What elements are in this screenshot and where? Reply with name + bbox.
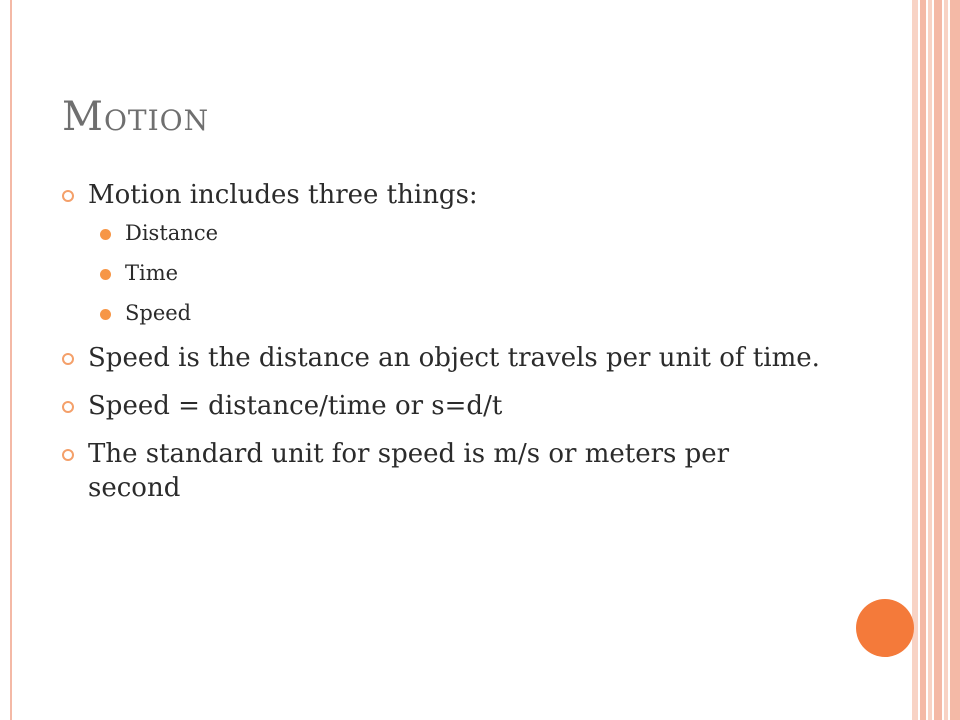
bullet-3 [62,389,822,423]
bullet-1-text: Motion includes three things: [88,180,478,210]
sub-bullet-text: Time [125,261,179,285]
bullet-dot-icon [100,229,111,240]
bullet-1 [62,178,822,212]
bullet-4-text: The standard unit for speed is m/s or meters per second [88,439,730,503]
bullet-ring-icon [62,353,74,365]
bullet-3-text: Speed = distance/time or s=d/t [88,391,503,421]
slide-title: Motion [62,94,210,140]
bullet-dot-icon [100,269,111,280]
sub-bullet-list [62,220,822,327]
left-frame-line [10,0,12,720]
sub-bullet-text: Speed [125,301,192,325]
slide-body [62,178,822,505]
bullet-ring-icon [62,401,74,413]
sub-bullet-time [62,260,822,287]
stripe [928,0,932,720]
sub-bullet-speed [62,300,822,327]
sub-bullet-text: Distance [125,221,219,245]
stripe [912,0,918,720]
stripe [950,0,960,720]
bullet-4 [62,437,822,505]
bullet-2 [62,341,822,375]
orange-circle-decoration [856,599,914,657]
stripe [920,0,926,720]
stripe [934,0,942,720]
bullet-ring-icon [62,449,74,461]
stripe [944,0,948,720]
bullet-ring-icon [62,190,74,202]
bullet-dot-icon [100,309,111,320]
bullet-2-text: Speed is the distance an object travels per unit of time. [88,343,820,373]
sub-bullet-distance [62,220,822,247]
right-decorative-stripes [912,0,960,720]
